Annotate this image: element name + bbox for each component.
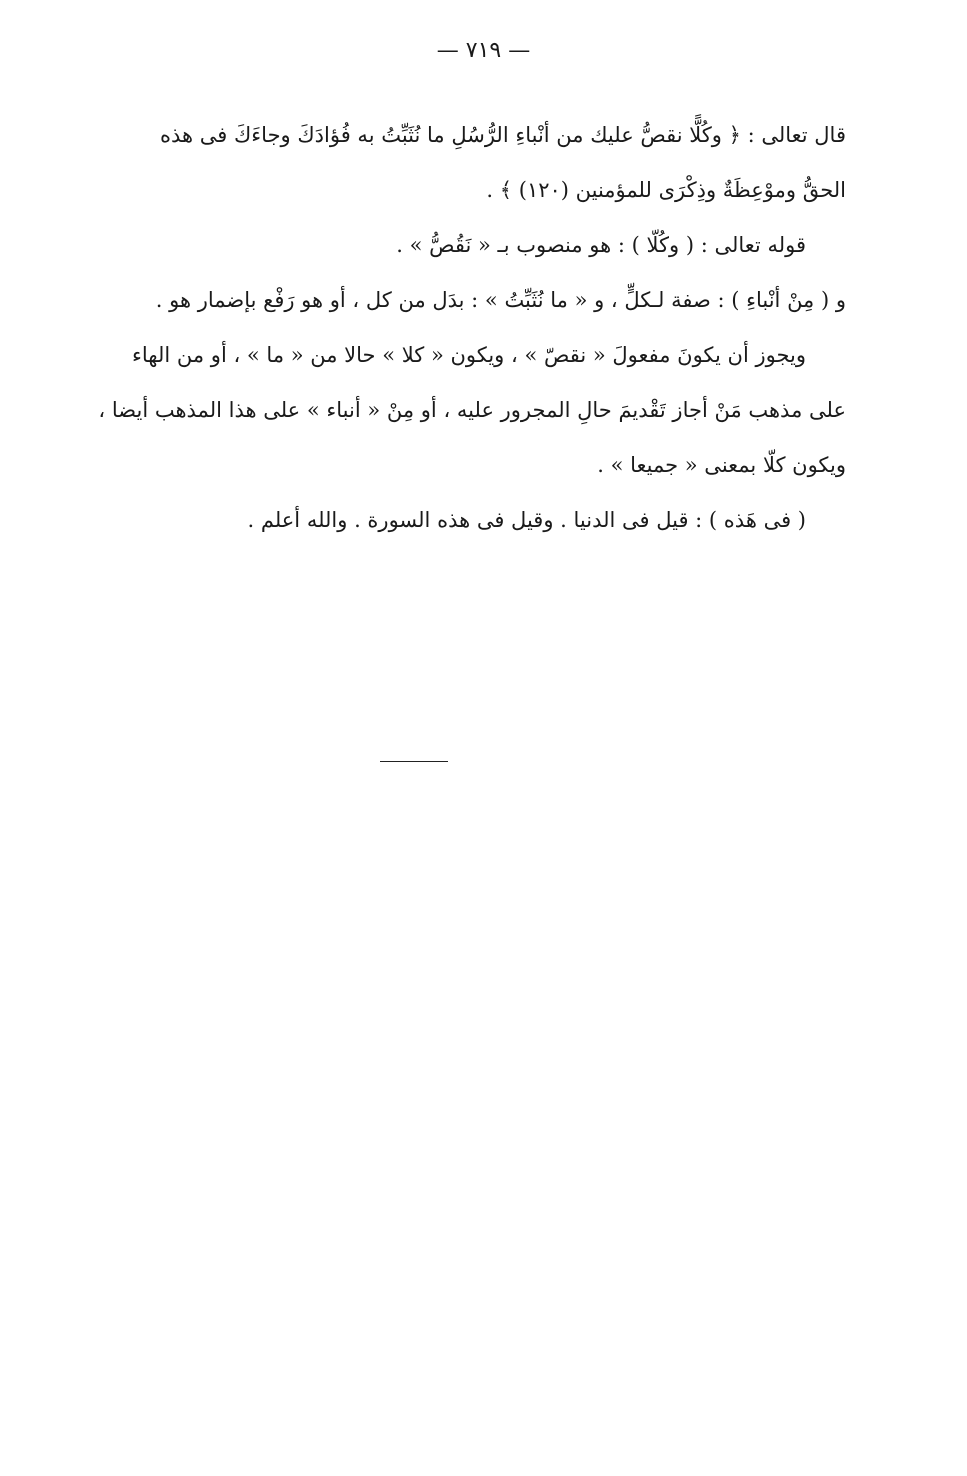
text-line-6: على مذهب مَنْ أجاز تَقْديمَ حالِ المجرور عليه ، أو مِنْ « أنباء » على هذا المذهب أيضا ، <box>98 398 846 422</box>
text-line-3: قوله تعالى : ( وكُلّا ) : هو منصوب بـ « نَقُصُّ » . <box>396 233 806 257</box>
text-line-8: ( فى هَذه ) : قيل فى الدنيا . وقيل فى هذه السورة . والله أعلم . <box>247 508 806 532</box>
text-line-5: ويجوز أن يكونَ مفعولَ « نقصّ » ، ويكون « كلا » حالا من « ما » ، أو من الهاء <box>132 343 806 367</box>
text-line-1: قال تعالى : ﴿ وكُلًّا نقصُّ عليك من أنْباءِ الرُّسُلِ ما نُثَبِّتُ به فُؤادَكَ وجاءَكَ فى هذه <box>160 123 846 147</box>
page-number: — ٧١٩ — <box>436 38 531 63</box>
commentary-text <box>60 108 846 548</box>
text-line-7: ويكون كلّا بمعنى « جميعا » . <box>597 453 846 477</box>
text-line-4: و ( مِنْ أنْباءِ ) : صفة لـكلٍّ ، و « ما نُثَبِّتُ » : بدَل من كل ، أو هو رَفْع بإضمار هو . <box>155 288 846 312</box>
text-line-2: الحقُّ وموْعِظَةٌ وذِكْرَى للمؤمنين (١٢٠) ﴾ . <box>486 178 846 202</box>
section-divider <box>380 761 448 762</box>
